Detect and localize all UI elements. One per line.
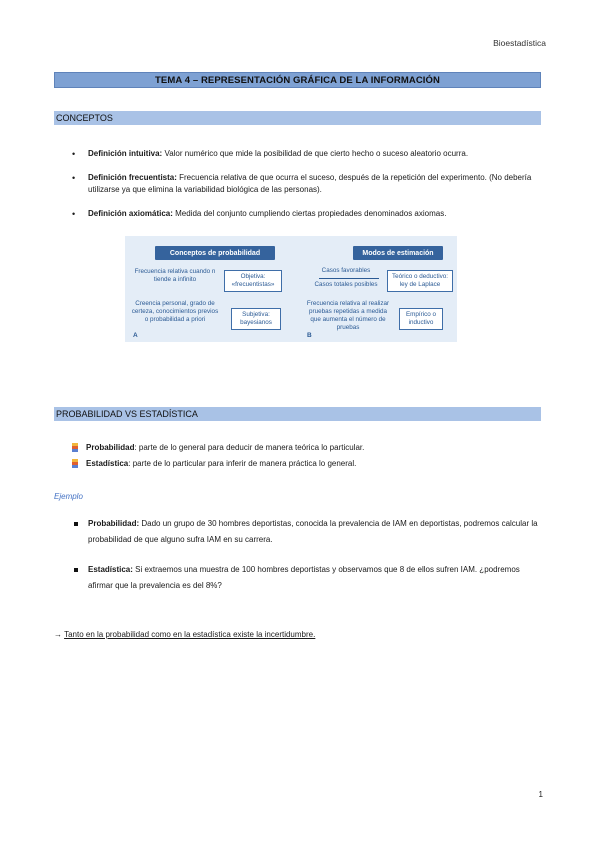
item-term: Probabilidad: [86, 443, 135, 452]
definition-text: Frecuencia relativa de que ocurra el suceso, después de la repetición del experimento. (No debería utilizarse ya que elimina la variabilidad biológica de las personas).: [88, 173, 532, 194]
list-item: [72, 172, 542, 196]
list-item: [72, 562, 542, 594]
conclusion: [54, 630, 315, 639]
definition-text: Valor numérico que mide la posibilidad de que cierto hecho o suceso aleatorio ocurra.: [162, 149, 469, 158]
figure-box: Objetiva: «frecuentistas»: [224, 270, 282, 292]
figure-letter: A: [133, 332, 138, 339]
definition-term: Definición frecuentista:: [88, 173, 177, 182]
example-term: Estadística:: [88, 565, 133, 574]
section-title: CONCEPTOS: [56, 113, 113, 123]
figure-text: Frecuencia relativa al realizar pruebas repetidas a medida que aumenta el número de pruebas: [306, 300, 390, 331]
list-item: [72, 148, 542, 160]
item-text: : parte de lo particular para inferir de manera práctica lo general.: [128, 459, 357, 468]
example-text: Si extraemos una muestra de 100 hombres deportistas y observamos que 8 de ellos sufren IAM. ¿podremos afirmar que la prevalencia es del 8%?: [88, 565, 520, 590]
figure-box: Empírico o inductivo: [399, 308, 443, 330]
section-header-prob-vs-est: [54, 407, 541, 421]
page-title: TEMA 4 – REPRESENTACIÓN GRÁFICA DE LA INFORMACIÓN: [155, 74, 440, 86]
document-header: Bioestadística: [493, 38, 546, 48]
arrow-icon: →: [54, 630, 65, 639]
item-term: Estadística: [86, 459, 129, 468]
figure-heading-b: Modos de estimación: [353, 246, 443, 260]
example-term: Probabilidad:: [88, 519, 140, 528]
figure-text: Creencia personal, grado de certeza, conocimientos previos o probabilidad a priori: [131, 300, 219, 323]
list-item: [72, 456, 364, 472]
probability-concepts-figure: [125, 236, 457, 342]
definition-text: Medida del conjunto cumpliendo ciertas propiedades denominados axiomas.: [172, 209, 447, 218]
list-item: [72, 208, 542, 220]
figure-box: Teórico o deductivo: ley de Laplace: [387, 270, 453, 292]
conclusion-text: Tanto en la probabilidad como en la estadística existe la incertidumbre.: [64, 630, 316, 639]
figure-box: Subjetiva: bayesianos: [231, 308, 281, 330]
definition-term: Definición intuitiva:: [88, 149, 163, 158]
item-text: : parte de lo general para deducir de manera teórica lo particular.: [134, 443, 365, 452]
page-number: 1: [538, 790, 543, 799]
definitions-list: [72, 148, 542, 232]
list-item: [72, 516, 542, 548]
section-title: PROBABILIDAD VS ESTADÍSTICA: [56, 409, 198, 419]
figure-text: Casos totales posibles: [314, 281, 378, 288]
colored-bullet-icon: [72, 443, 78, 452]
section-header-conceptos: [54, 111, 541, 125]
example-text: Dado un grupo de 30 hombres deportistas, conocida la prevalencia de IAM en deportistas, podremos calcular la probabilidad de que alguno sufra IAM en su carrera.: [88, 519, 538, 544]
prob-vs-est-list: [72, 440, 364, 472]
fraction-line: [319, 278, 379, 279]
figure-text: Frecuencia relativa cuando n tiende a infinito: [134, 268, 216, 283]
ejemplo-label: Ejemplo: [54, 492, 83, 501]
figure-text: Casos favorables: [321, 267, 371, 274]
list-item: [72, 440, 364, 456]
colored-bullet-icon: [72, 459, 78, 468]
title-bar: [54, 72, 541, 88]
definition-term: Definición axiomática:: [88, 209, 173, 218]
figure-heading-a: Conceptos de probabilidad: [155, 246, 275, 260]
examples-list: [72, 516, 542, 594]
figure-letter: B: [307, 332, 312, 339]
